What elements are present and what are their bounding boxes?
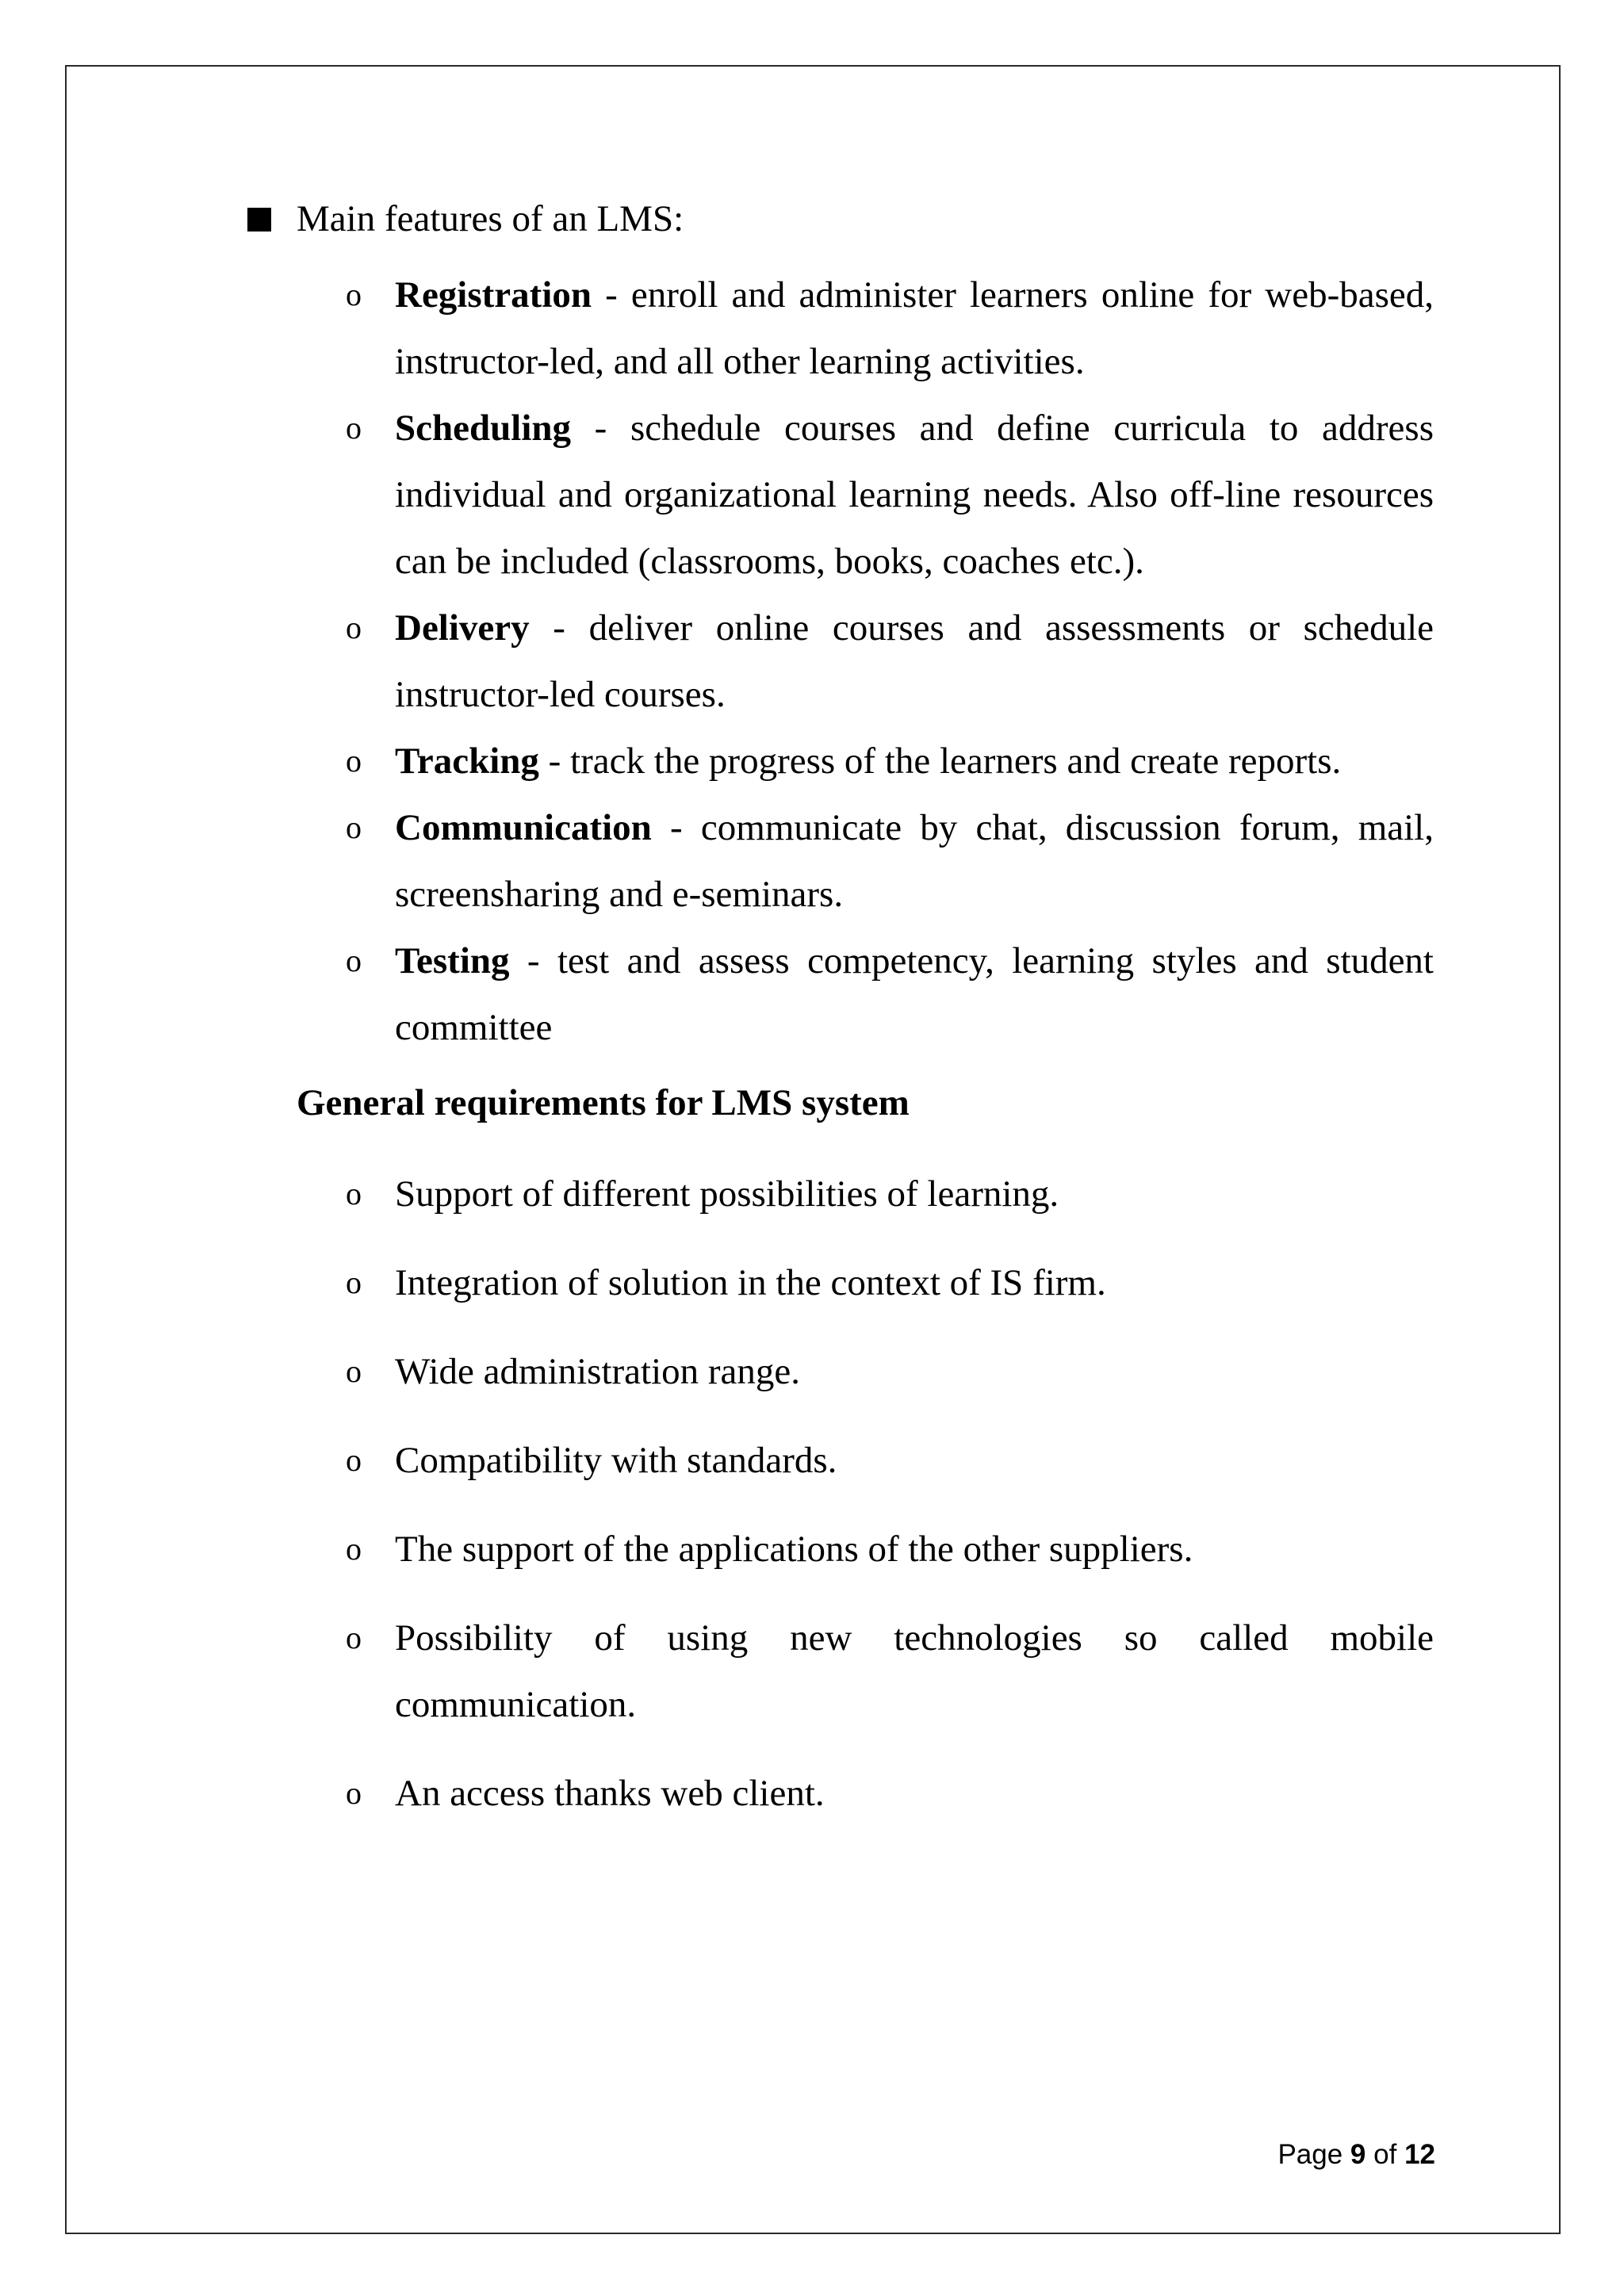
- circle-bullet-icon: o: [346, 1531, 362, 1567]
- list-item: [346, 728, 1434, 794]
- circle-bullet-icon: o: [346, 809, 362, 845]
- list-item: [346, 1516, 1434, 1582]
- circle-bullet-icon: o: [346, 410, 362, 446]
- feature-term: Tracking: [395, 740, 539, 782]
- square-bullet-icon: [247, 208, 271, 232]
- main-bullet-text: Main features of an LMS:: [297, 198, 684, 239]
- circle-bullet-icon: o: [346, 277, 362, 312]
- requirement-text: An access thanks web client.: [395, 1773, 825, 1814]
- circle-bullet-icon: o: [346, 1353, 362, 1389]
- features-list: [346, 262, 1434, 1061]
- list-item: [346, 794, 1434, 928]
- list-item: [346, 928, 1434, 1061]
- main-bullet: [247, 195, 684, 243]
- page-of: of: [1373, 2139, 1397, 2170]
- requirement-text: The support of the applications of the other suppliers.: [395, 1529, 1193, 1570]
- requirement-text: Support of different possibilities of learning.: [395, 1173, 1059, 1215]
- feature-description: - track the progress of the learners and create reports.: [538, 740, 1342, 782]
- page-label: Page: [1277, 2139, 1343, 2170]
- section-heading: General requirements for LMS system: [297, 1082, 910, 1123]
- feature-term: Scheduling: [395, 408, 572, 449]
- feature-description: - test and assess competency, learning styles and student committee: [395, 940, 1434, 1048]
- page-total: 12: [1404, 2139, 1435, 2170]
- page-number: [1277, 2136, 1435, 2174]
- circle-bullet-icon: o: [346, 610, 362, 645]
- feature-term: Communication: [395, 807, 652, 848]
- circle-bullet-icon: o: [346, 1442, 362, 1478]
- circle-bullet-icon: o: [346, 1775, 362, 1811]
- requirement-text: Possibility of using new technologies so called mobile communication.: [395, 1617, 1434, 1725]
- page-current: 9: [1350, 2139, 1366, 2170]
- requirement-text: Wide administration range.: [395, 1351, 801, 1392]
- requirements-list: [346, 1161, 1434, 1849]
- list-item: [346, 1760, 1434, 1827]
- list-item: [346, 1605, 1434, 1738]
- feature-term: Registration: [395, 274, 592, 316]
- list-item: [346, 395, 1434, 595]
- feature-term: Delivery: [395, 607, 530, 649]
- list-item: [346, 1338, 1434, 1405]
- feature-description: - deliver online courses and assessments or schedule instructor-led courses.: [395, 607, 1434, 715]
- list-item: [346, 595, 1434, 728]
- circle-bullet-icon: o: [346, 1176, 362, 1211]
- requirement-text: Integration of solution in the context of IS firm.: [395, 1262, 1106, 1303]
- feature-description: - enroll and administer learners online for web-based, instructor-led, and all other learning activities.: [395, 274, 1434, 382]
- list-item: [346, 1427, 1434, 1494]
- requirement-text: Compatibility with standards.: [395, 1440, 837, 1481]
- list-item: [346, 262, 1434, 395]
- feature-term: Testing: [395, 940, 510, 982]
- circle-bullet-icon: o: [346, 743, 362, 779]
- feature-description: - communicate by chat, discussion forum, mail, screensharing and e-seminars.: [395, 807, 1434, 915]
- list-item: [346, 1249, 1434, 1316]
- circle-bullet-icon: o: [346, 943, 362, 978]
- feature-description: - schedule courses and define curricula to address individual and organizational learning needs. Also off-line resources can be included (classrooms, books, coaches etc.).: [395, 408, 1434, 582]
- circle-bullet-icon: o: [346, 1620, 362, 1655]
- list-item: [346, 1161, 1434, 1227]
- circle-bullet-icon: o: [346, 1265, 362, 1300]
